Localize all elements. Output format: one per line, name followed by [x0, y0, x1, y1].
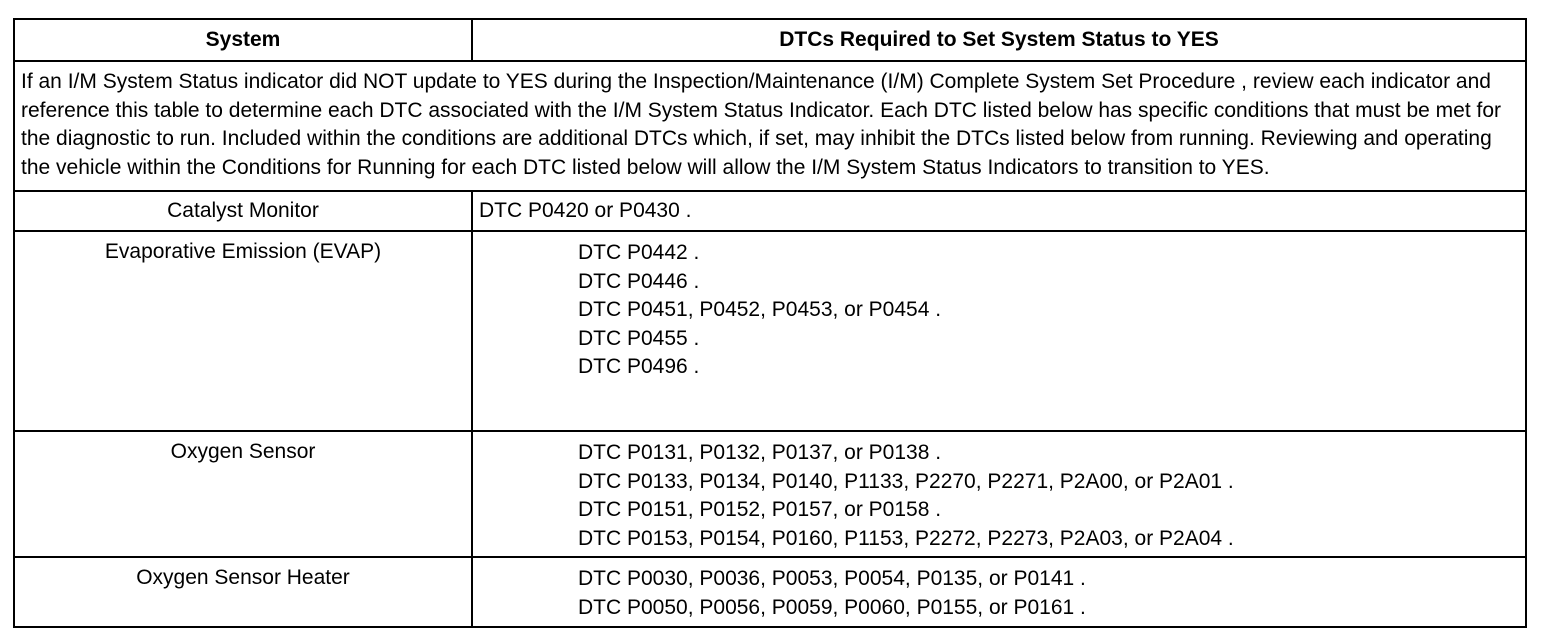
dtc-line: DTC P0153, P0154, P0160, P1153, P2272, P2273, P2A03, or P2A04 . [578, 526, 1234, 550]
dtc-list [473, 192, 1525, 230]
system-name: Oxygen Sensor Heater [15, 558, 473, 626]
table-row [15, 230, 1525, 430]
dtc-line: DTC P0050, P0056, P0059, P0060, P0155, or P0161 . [578, 595, 1086, 619]
header-system: System [15, 20, 473, 60]
system-name: Catalyst Monitor [15, 192, 473, 230]
dtc-line: DTC P0131, P0132, P0137, or P0138 . [578, 441, 942, 464]
dtc-list [473, 558, 1525, 626]
dtc-system-status-table [13, 18, 1527, 628]
dtc-line: DTC P0455 . [578, 326, 700, 350]
dtc-line: DTC P0446 . [578, 269, 700, 293]
header-dtcs: DTCs Required to Set System Status to YES [779, 27, 1219, 51]
table-row [15, 430, 1525, 556]
table-row [15, 556, 1525, 626]
dtc-line: DTC P0030, P0036, P0053, P0054, P0135, or P0141 . [578, 567, 1086, 590]
system-name: Evaporative Emission (EVAP) [15, 232, 473, 430]
dtc-list [473, 432, 1525, 556]
dtc-line: DTC P0133, P0134, P0140, P1133, P2270, P2271, P2A00, or P2A01 . [578, 469, 1234, 493]
intro-row [15, 60, 1525, 190]
dtc-list [473, 232, 1525, 430]
table-header-row [15, 20, 1525, 60]
dtc-line: DTC P0451, P0452, P0453, or P0454 . [578, 298, 942, 321]
dtc-line: DTC P0496 . [578, 355, 700, 378]
dtc-line: DTC P0420 or P0430 . [479, 198, 692, 222]
dtc-line: DTC P0442 . [578, 241, 700, 264]
system-name: Oxygen Sensor [15, 432, 473, 556]
intro-text: If an I/M System Status indicator did NOT update to YES during the Inspection/Maintenance (I/M) Complete System Set Procedure , review each indicator and reference this table to determine each DTC associated with the I/M System Status Indicator. Each DTC listed below has specific conditions that must be met for the diagnostic to run. Included within the conditions are additional DTCs which, if set, may inhibit the DTCs listed below from running. Reviewing and operating the vehicle within the Conditions for Running for each DTC listed below will allow the I/M System Status Indicators to transition to YES. [21, 70, 1502, 179]
dtc-line: DTC P0151, P0152, P0157, or P0158 . [578, 498, 942, 521]
table-row [15, 190, 1525, 230]
